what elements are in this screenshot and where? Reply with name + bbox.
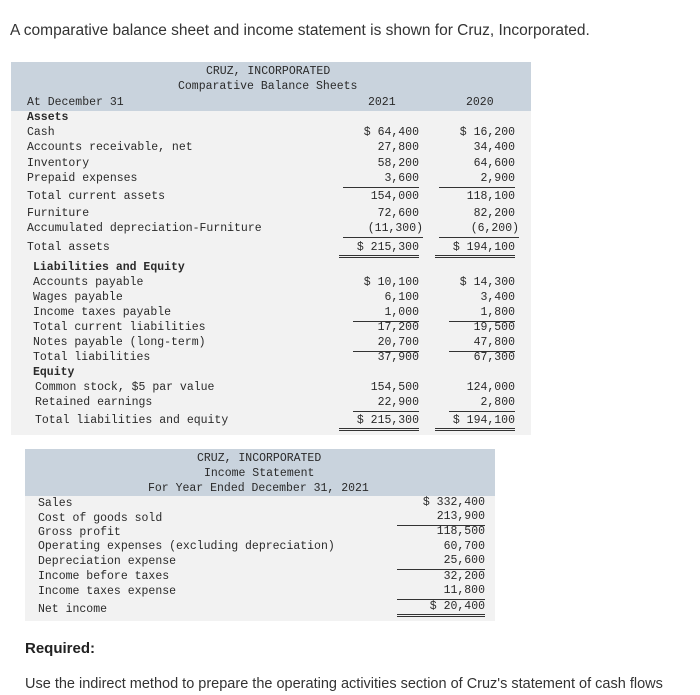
liabilities-heading: Liabilities and Equity: [33, 261, 185, 274]
asset-row-label: Accounts receivable, net: [27, 141, 193, 154]
is-row-label: Net income: [38, 603, 108, 616]
assets-heading: Assets: [27, 111, 69, 124]
bs-date-label: At December 31: [27, 96, 124, 109]
balance-sheet-panel: [11, 62, 531, 435]
equity-row-2021: 154,500: [370, 381, 419, 394]
asset-row-2021: 58,200: [377, 157, 419, 170]
liab-row-2020: 1,800: [449, 306, 515, 322]
equity-heading: Equity: [33, 366, 75, 379]
is-row-value: 60,700: [443, 540, 485, 553]
liab-row-2020: 19,500: [473, 321, 515, 334]
is-row-value: 118,500: [436, 525, 485, 538]
asset-row-2020: 118,100: [466, 190, 515, 203]
liab-row-2021: 17,200: [377, 321, 419, 334]
liab-row-2020: 67,300: [473, 351, 515, 364]
liab-row-2021: 1,000: [353, 306, 419, 322]
liab-row-2020: $ 14,300: [459, 276, 515, 289]
liab-row-2021: $ 10,100: [363, 276, 419, 289]
liab-row-2020: 3,400: [480, 291, 515, 304]
asset-row-label: Accumulated depreciation-Furniture: [27, 222, 262, 235]
liab-row-label: Accounts payable: [33, 276, 144, 289]
asset-row-2021: 27,800: [377, 141, 419, 154]
asset-row-label: Inventory: [27, 157, 90, 170]
is-row-value: $ 20,400: [397, 600, 485, 617]
asset-row-2021: $ 215,300: [339, 241, 419, 258]
asset-row-2020: 34,400: [473, 141, 515, 154]
asset-row-2021: (11,300): [343, 222, 423, 238]
is-row-label: Income taxes expense: [38, 585, 177, 598]
is-row-value: 11,800: [397, 584, 485, 600]
is-row-label: Cost of goods sold: [38, 512, 163, 525]
asset-row-label: Total assets: [27, 241, 110, 254]
equity-row-2020: 124,000: [466, 381, 515, 394]
equity-row-2021: $ 215,300: [339, 414, 419, 431]
equity-row-label: Common stock, $5 par value: [35, 381, 215, 394]
liab-row-label: Wages payable: [33, 291, 123, 304]
intro-text: A comparative balance sheet and income statement is shown for Cruz, Incorporated.: [10, 22, 590, 39]
equity-row-2020: $ 194,100: [435, 414, 515, 431]
bs-title: Comparative Balance Sheets: [178, 80, 358, 93]
liab-row-2021: 6,100: [384, 291, 419, 304]
liab-row-label: Notes payable (long-term): [33, 336, 206, 349]
asset-row-2021: 154,000: [370, 190, 419, 203]
liab-row-label: Total current liabilities: [33, 321, 206, 334]
liab-row-2020: 47,800: [449, 336, 515, 352]
asset-row-2020: 82,200: [473, 207, 515, 220]
liab-row-2021: 20,700: [353, 336, 419, 352]
equity-row-2021: 22,900: [353, 396, 419, 412]
is-row-label: Income before taxes: [38, 570, 170, 583]
asset-row-2020: 64,600: [473, 157, 515, 170]
liab-row-label: Total liabilities: [33, 351, 151, 364]
is-period: For Year Ended December 31, 2021: [148, 482, 369, 495]
asset-row-2020: $ 194,100: [435, 241, 515, 258]
asset-row-label: Total current assets: [27, 190, 166, 203]
equity-row-2020: 2,800: [449, 396, 515, 412]
equity-row-label: Total liabilities and equity: [35, 414, 229, 427]
asset-row-label: Furniture: [27, 207, 90, 220]
asset-row-2020: (6,200): [439, 222, 519, 238]
required-label: Required:: [25, 640, 96, 657]
is-row-value: 32,200: [443, 570, 485, 583]
liab-row-label: Income taxes payable: [33, 306, 172, 319]
is-row-label: Sales: [38, 497, 73, 510]
equity-row-label: Retained earnings: [35, 396, 153, 409]
is-row-value: $ 332,400: [422, 496, 485, 509]
is-row-label: Depreciation expense: [38, 555, 177, 568]
liab-row-2021: 37,900: [377, 351, 419, 364]
bs-company: CRUZ, INCORPORATED: [206, 65, 331, 78]
is-row-value: 25,600: [397, 554, 485, 570]
instruction-text: Use the indirect method to prepare the operating activities section of Cruz's statement of cash flows: [25, 676, 663, 692]
income-statement-panel: [25, 449, 495, 621]
asset-row-2021: 72,600: [377, 207, 419, 220]
asset-row-2020: $ 16,200: [459, 126, 515, 139]
asset-row-2021: $ 64,400: [363, 126, 419, 139]
is-company: CRUZ, INCORPORATED: [197, 452, 322, 465]
asset-row-label: Prepaid expenses: [27, 172, 138, 185]
bs-col-2020: 2020: [466, 96, 494, 109]
is-title: Income Statement: [204, 467, 315, 480]
bs-col-2021: 2021: [368, 96, 396, 109]
is-row-value: 213,900: [397, 510, 485, 526]
asset-row-label: Cash: [27, 126, 55, 139]
is-row-label: Operating expenses (excluding depreciation): [38, 540, 335, 553]
is-row-label: Gross profit: [38, 526, 121, 539]
asset-row-2020: 2,900: [439, 172, 515, 188]
asset-row-2021: 3,600: [343, 172, 419, 188]
